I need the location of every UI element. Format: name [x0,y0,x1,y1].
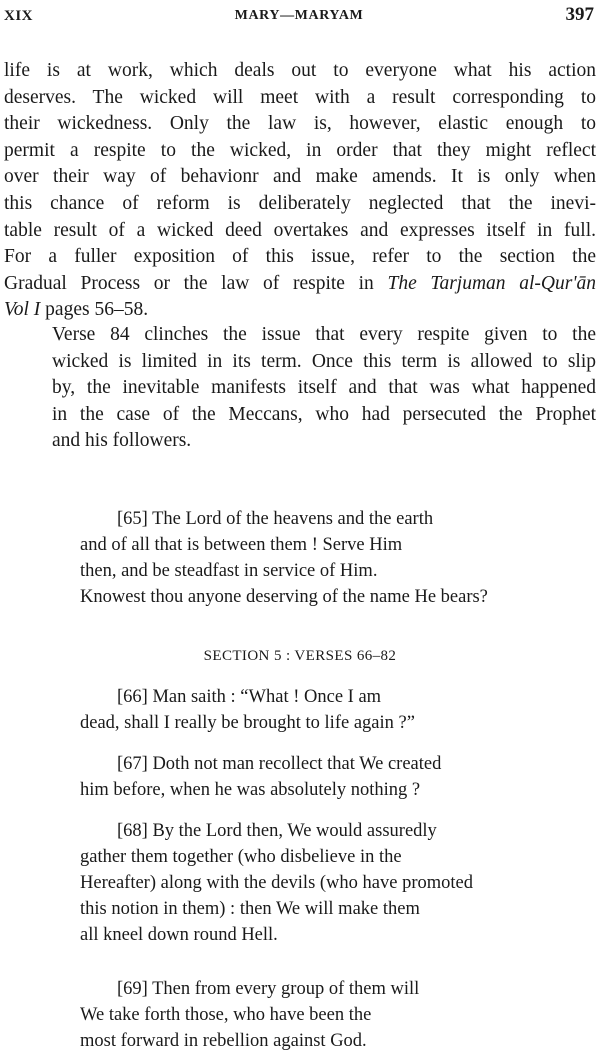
verse-line: Knowest thou anyone deserving of the name He bears? [80,587,488,607]
text-line: and his followers. [52,430,192,452]
verse-69 [80,976,419,1054]
verse-line: him before, when he was absolutely nothing ? [80,780,421,800]
verse-line: this notion in them) : then We will make them [80,899,420,919]
verse-line: We take forth those, who have been the [80,1005,372,1025]
volume-italic: Vol I [4,299,41,321]
verse-line: gather them together (who disbelieve in the [80,847,402,867]
section-heading: SECTION 5 : VERSES 66–82 [203,648,397,664]
text-line: table result of a wicked deed overtakes and expresses itself in full. [4,219,596,241]
text-line: by, the inevitable manifests itself and that was what happened [52,377,596,399]
text-line: wicked is limited in its term. Once this term is allowed to slip [52,350,596,372]
text-line [4,271,596,298]
commentary-paragraph-2 [4,322,596,455]
text-line [4,297,596,324]
text-line: For a fuller exposition of this issue, refer to the section the [4,246,596,268]
text-line: life is at work, which deals out to everyone what his action [4,60,596,81]
verse-line: [66] Man saith : “What ! Once I am [117,687,382,707]
verse-line: dead, shall I really be brought to life again ?” [80,713,415,733]
chapter-number: XIX [4,8,34,24]
text-line: their wickedness. Only the law is, however, elastic enough to [4,113,596,135]
verse-line: all kneel down round Hell. [80,925,278,945]
verse-68 [80,818,473,948]
verse-67 [80,751,441,803]
verse-65 [80,506,488,610]
page-number: 397 [565,4,594,25]
verse-line: most forward in rebellion against God. [80,1031,367,1051]
running-head [4,4,594,28]
text-segment: pages 56–58. [40,299,149,321]
book-title-italic: The Tarjuman al-Qur'ān [387,272,596,294]
verse-line: then, and be steadfast in service of Him. [80,561,378,581]
verse-line: [65] The Lord of the heavens and the earth [117,509,434,529]
text-line: permit a respite to the wicked, in order that they might reflect [4,139,596,161]
verse-line: [69] Then from every group of them will [117,979,420,999]
verse-line: [68] By the Lord then, We would assuredly [117,821,437,841]
text-line: this chance of reform is deliberately neglected that the inevi- [4,192,596,214]
text-line: over their way of behavionr and make amends. It is only when [4,166,596,188]
text-line: deserves. The wicked will meet with a result corresponding to [4,86,596,108]
verse-line: [67] Doth not man recollect that We created [117,754,442,774]
commentary-paragraph-1 [4,58,596,324]
text-line: in the case of the Meccans, who had persecuted the Prophet [52,403,596,425]
text-segment: Gradual Process or the law of respite in [4,272,388,294]
verse-line: Hereafter) along with the devils (who have promoted [80,873,473,893]
verse-line: and of all that is between them ! Serve Him [80,535,403,555]
text-line: Verse 84 clinches the issue that every respite given to the [52,324,596,345]
running-title: MARY—MARYAM [234,8,364,23]
verse-66 [80,684,415,736]
